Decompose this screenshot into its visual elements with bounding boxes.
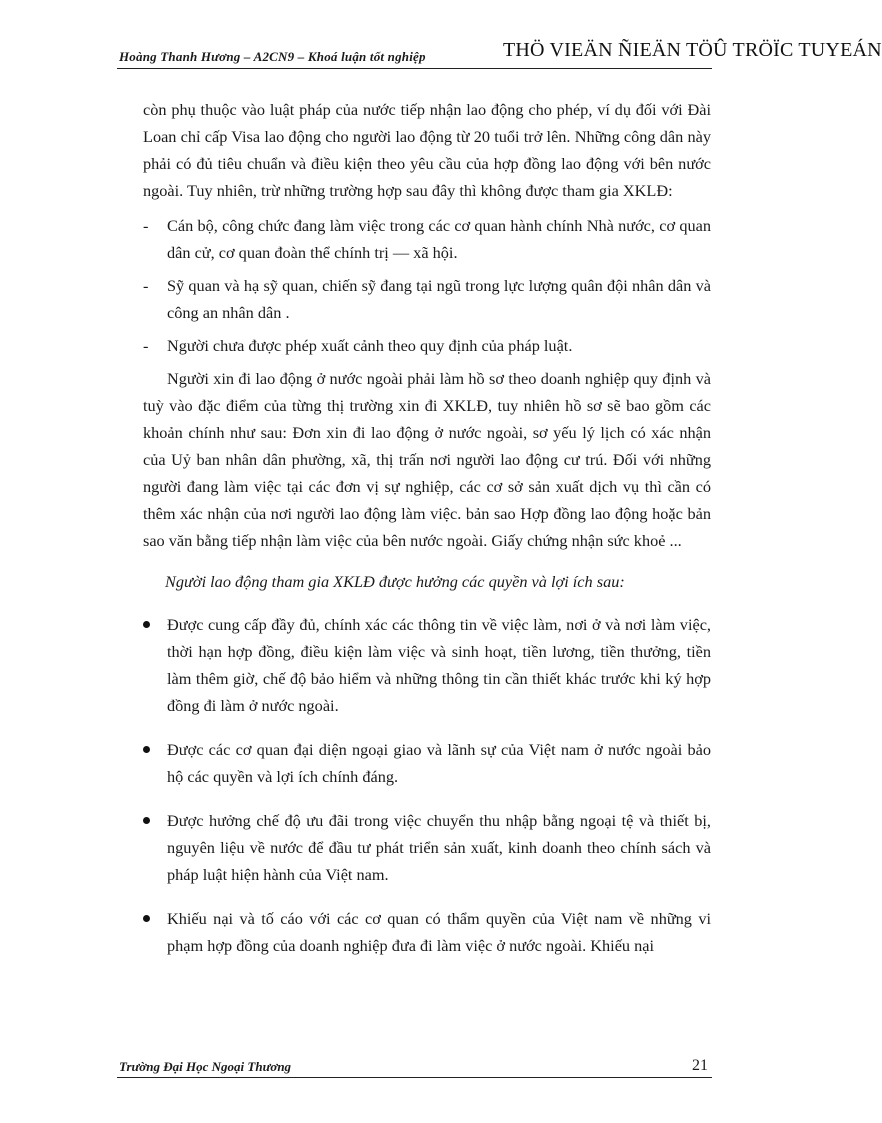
list-item-text: Được các cơ quan đại diện ngoại giao và lãnh sự của Việt nam ở nước ngoài bảo hộ các quyền và lợi ích chính đáng.	[167, 740, 711, 786]
list-item-text: Cán bộ, công chức đang làm việc trong các cơ quan hành chính Nhà nước, cơ quan dân cử, cơ quan đoàn thể chính trị — xã hội.	[167, 216, 711, 262]
list-item	[143, 905, 711, 959]
exclusion-list	[143, 212, 711, 359]
intro-paragraph: còn phụ thuộc vào luật pháp của nước tiếp nhận lao động cho phép, ví dụ đối với Đài Loan chỉ cấp Visa lao động cho người lao động từ 20 tuổi trở lên. Những công dân này phải có đủ tiêu chuẩn và điều kiện theo yêu cầu của hợp đồng lao động với bên nước ngoài. Tuy nhiên, trừ những trường hợp sau đây thì không được tham gia XKLĐ:	[143, 100, 711, 200]
list-item	[143, 807, 711, 888]
footer-school-name: Trường Đại Học Ngoại Thương	[119, 1059, 292, 1074]
bullet-icon	[143, 915, 150, 922]
list-item	[143, 611, 711, 719]
list-item-text: Khiếu nại và tố cáo với các cơ quan có thẩm quyền của Việt nam về những vi phạm hợp đồng của doanh nghiệp đưa đi làm việc ở nước ngoài. Khiếu nại	[167, 909, 711, 955]
list-item	[143, 272, 711, 326]
bullet-icon	[143, 746, 150, 753]
documents-paragraph: Người xin đi lao động ở nước ngoài phải làm hồ sơ theo doanh nghiệp quy định và tuỳ vào đặc điểm của từng thị trường xin đi XKLĐ, tuy nhiên hồ sơ sẽ bao gồm các khoản chính như sau: Đơn xin đi lao động ở nước ngoài, sơ yếu lý lịch có xác nhận của Uỷ ban nhân dân phường, xã, thị trấn nơi người lao động cư trú. Đối với những người đang làm việc tại các đơn vị sự nghiệp, các cơ sở sản xuất dịch vụ thì cần có thêm xác nhận của nơi người lao động làm việc. bản sao Hợp đồng lao động hoặc bản sao văn bằng tiếp nhận làm việc của bên nước ngoài. Giấy chứng nhận sức khoẻ ...	[143, 369, 711, 550]
dash-marker: -	[143, 336, 149, 355]
rights-heading: Người lao động tham gia XKLĐ được hưởng các quyền và lợi ích sau:	[165, 572, 625, 591]
page-number: 21	[692, 1057, 708, 1074]
list-item	[143, 736, 711, 790]
rights-list	[143, 611, 711, 959]
list-item-text: Được hưởng chế độ ưu đãi trong việc chuyển thu nhập bằng ngoại tệ và thiết bị, nguyên liệu về nước để đầu tư phát triển sản xuất, kinh doanh theo chính sách và pháp luật hiện hành của Việt nam.	[167, 811, 711, 884]
bullet-icon	[143, 817, 150, 824]
list-item-text: Được cung cấp đầy đủ, chính xác các thông tin về việc làm, nơi ở và nơi làm việc, thời hạn hợp đồng, điều kiện làm việc và sinh hoạt, tiền lương, tiền thưởng, tiền làm thêm giờ, chế độ bảo hiểm và những thông tin cần thiết khác trước khi ký hợp đồng đi làm ở nước ngoài.	[167, 615, 711, 715]
list-item-text: Người chưa được phép xuất cảnh theo quy định của pháp luật.	[167, 336, 573, 355]
page-header	[117, 26, 882, 69]
list-item-text: Sỹ quan và hạ sỹ quan, chiến sỹ đang tại ngũ trong lực lượng quân đội nhân dân và công an nhân dân .	[167, 276, 711, 322]
dash-marker: -	[143, 216, 149, 235]
document-body	[143, 96, 711, 976]
dash-marker: -	[143, 276, 149, 295]
page-footer	[117, 1055, 712, 1078]
header-author-line: Hoàng Thanh Hương – A2CN9 – Khoá luận tốt nghiệp	[119, 49, 426, 64]
header-library-banner: THÖ VIEÄN ÑIEÄN TÖÛ TRÖÏC TUYEÁN	[503, 39, 882, 61]
bullet-icon	[143, 621, 150, 628]
list-item	[143, 332, 711, 359]
list-item	[143, 212, 711, 266]
